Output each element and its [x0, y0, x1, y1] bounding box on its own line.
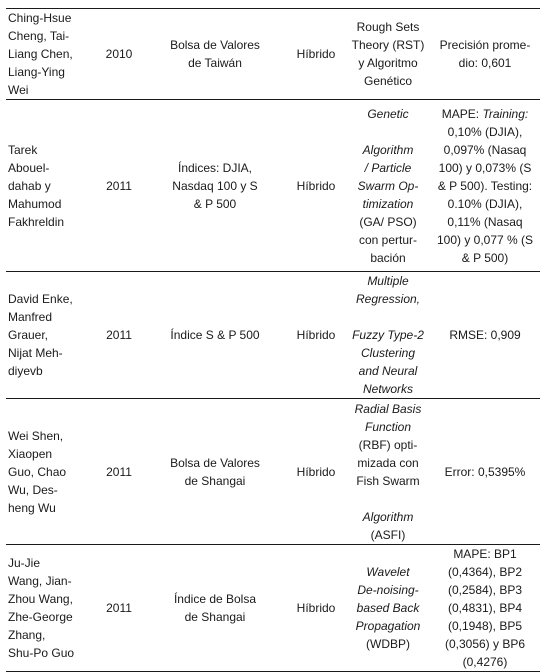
data-cell: Índices: DJIA, Nasdaq 100 y S & P 500: [144, 100, 286, 272]
table-row: [6, 272, 540, 399]
year-cell: 2011: [94, 399, 144, 545]
authors-cell: Wei Shen, Xiaopen Guo, Chao Wu, Des- heng Wu: [6, 399, 94, 545]
type-cell: Híbrido: [286, 100, 346, 272]
year-cell: 2011: [94, 100, 144, 272]
training-label: Training:: [482, 106, 529, 121]
result-cell: MAPE: Training: 0,10% (DJIA), 0,097% (Nasaq 100) y 0,073% (S & P 500). Testing: 0.10% (DJIA), 0,11% (Nasaq 100) y 0,077 % (S & P 500): [430, 100, 540, 272]
data-cell: Índice de Bolsa de Shangai: [144, 545, 286, 672]
method-cell: Wavelet De-noising- based Back Propagation (WDBP): [346, 545, 430, 672]
authors-cell: Ju-Jie Wang, Jian- Zhou Wang, Zhe-George Zhang, Shu-Po Guo: [6, 545, 94, 672]
authors-cell: David Enke, Manfred Grauer, Nijat Meh- diyevb: [6, 272, 94, 399]
type-cell: Híbrido: [286, 272, 346, 399]
method-cell: Rough Sets Theory (RST) y Algoritmo Genético: [346, 9, 430, 100]
year-cell: 2011: [94, 272, 144, 399]
result-cell: Error: 0,5395%: [430, 399, 540, 545]
table-row: [6, 399, 540, 545]
type-cell: Híbrido: [286, 9, 346, 100]
method-cell: Radial Basis Function (RBF) opti- mizada con Fish Swarm Algorithm (ASFI): [346, 399, 430, 545]
result-cell: MAPE: BP1 (0,4364), BP2 (0,2584), BP3 (0,4831), BP4 (0,1948), BP5 (0,3056) y BP6 (0,4276): [430, 545, 540, 672]
result-cell: Precisión prome- dio: 0,601: [430, 9, 540, 100]
data-cell: Bolsa de Valores de Shangai: [144, 399, 286, 545]
method-cell: Multiple Regression, Fuzzy Type-2 Clustering and Neural Networks: [346, 272, 430, 399]
authors-cell: Tarek Abouel- dahab y Mahumod Fakhreldin: [6, 100, 94, 272]
results-table-grid: [6, 8, 540, 672]
data-cell: Bolsa de Valores de Taiwán: [144, 9, 286, 100]
year-cell: 2011: [94, 545, 144, 672]
result-cell: RMSE: 0,909: [430, 272, 540, 399]
results-table: [6, 8, 540, 672]
data-cell: Índice S & P 500: [144, 272, 286, 399]
table-row: [6, 9, 540, 100]
year-cell: 2010: [94, 9, 144, 100]
method-cell: Genetic Algorithm / Particle Swarm Op- timization (GA/ PSO) con pertur- bación: [346, 100, 430, 272]
authors-cell: Ching-Hsue Cheng, Tai- Liang Chen, Liang-Ying Wei: [6, 9, 94, 100]
table-row: [6, 545, 540, 672]
type-cell: Híbrido: [286, 399, 346, 545]
result-label: MAPE: Training:: [441, 106, 529, 121]
type-cell: Híbrido: [286, 545, 346, 672]
table-row: [6, 100, 540, 272]
